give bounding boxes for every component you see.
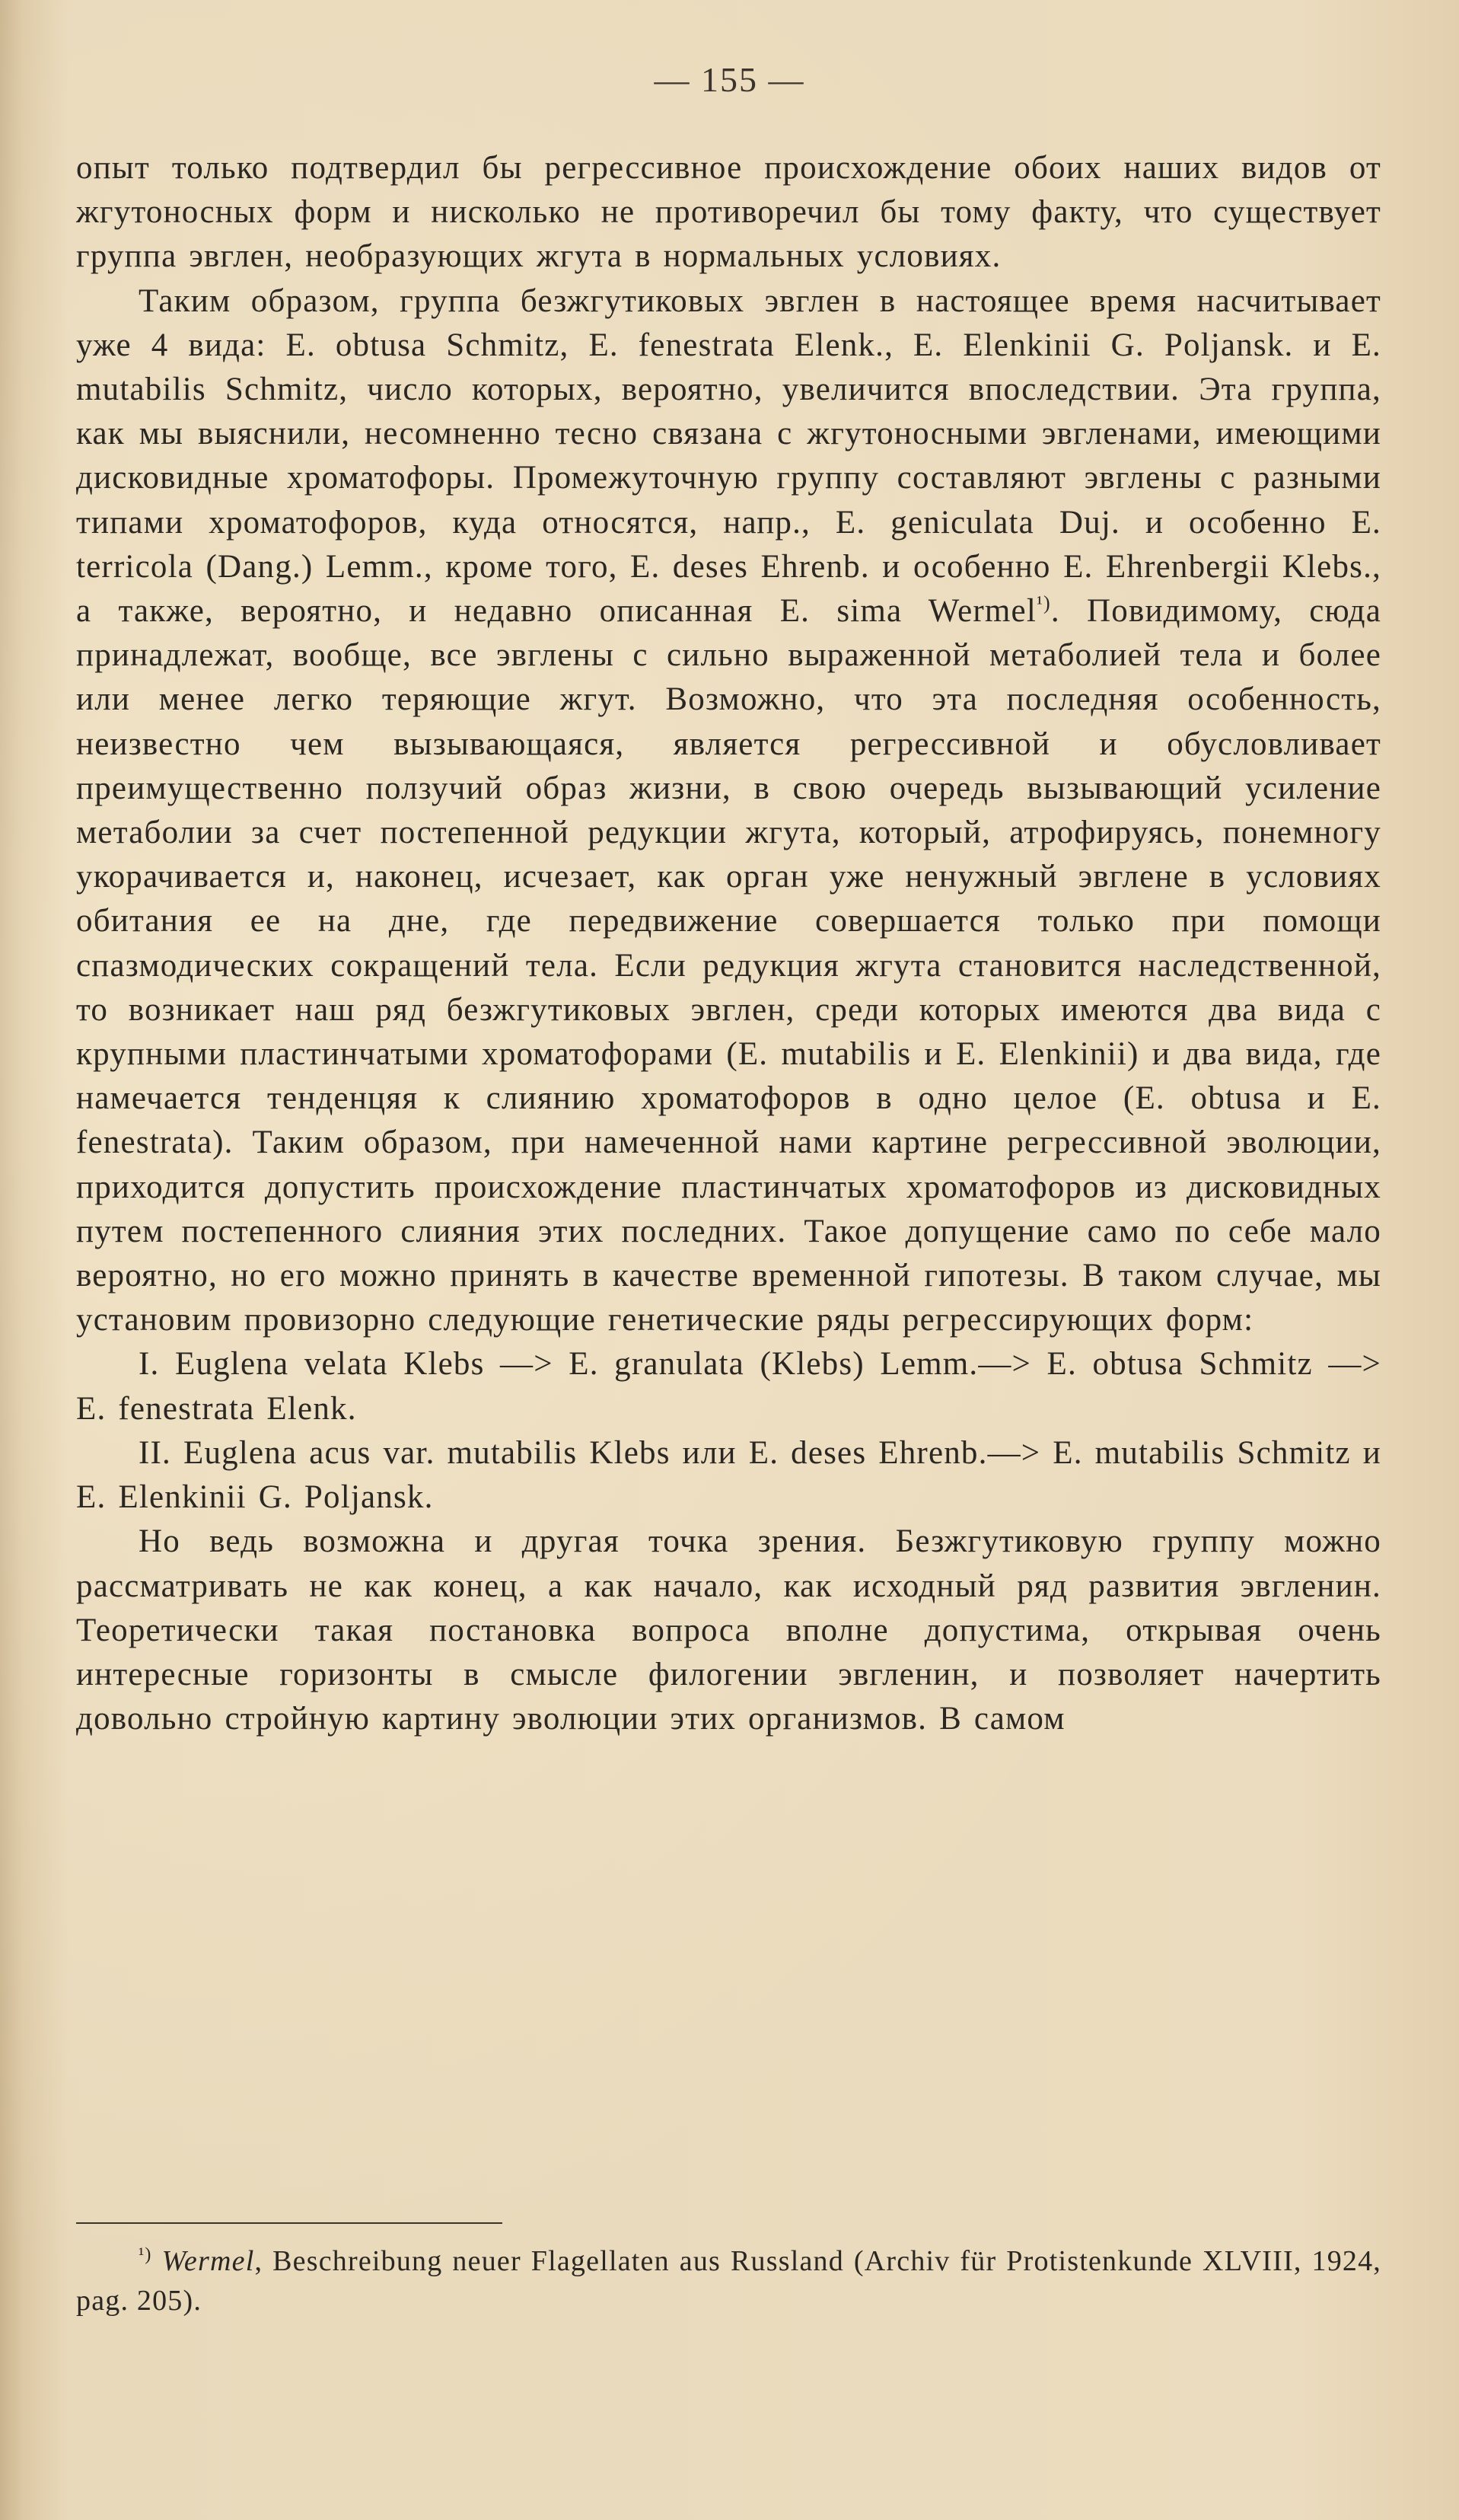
footnote-text: , Beschreibung neuer Flagellaten aus Russland (Archiv für Protistenkunde XLVIII, 1924, pag. 205). bbox=[76, 2245, 1381, 2317]
genetic-series-2: II. Euglena acus var. mutabilis Klebs или E. deses Ehrenb.—> E. mutabilis Schmitz и E. Elenkinii G. Poljansk. bbox=[76, 1434, 1381, 1516]
paragraph-1: опыт только подтвердил бы регрессивное происхождение обоих наших видов от жгутоносных форм и нисколько не противоречил бы тому факту, что существует группа эвглен, необразующих жгута в нормальных условиях. bbox=[76, 150, 1381, 275]
main-text bbox=[76, 146, 1381, 1741]
footnote-reference[interactable]: ¹) bbox=[1037, 592, 1051, 614]
paragraph-2-text: Таким образом, группа безжгутиковых эвглен в настоящее время насчитывает уже 4 вида: E. obtusa Schmitz, E. fenestrata Elenk., E. Elenkinii G. Poljansk. и E. mutabilis Schmitz, число которых, вероятно, увеличится впоследствии. Эта группа, как мы выяснили, несомненно тесно связана с жгутоносными эвгленами, имеющими дисковидные хроматофоры. Промежуточную группу составляют эвглены с разными типами хроматофоров, куда относятся, напр., E. geniculata Duj. и особенно E. terricola (Dang.) Lemm., кроме того, E. deses Ehrenb. и особенно E. Ehrenbergii Klebs., а также, вероятно, и недавно описанная E. sima Wermel bbox=[76, 282, 1381, 630]
paragraph-2-continuation: . Повидимому, сюда принадлежат, вообще, все эвглены с сильно выраженной метаболией тела и более или менее легко теряющие жгут. Возможно, что эта последняя особенность, неизвестно чем вызывающаяся, является регрессивной и обусловливает преимущественно ползучий образ жизни, в свою очередь вызывающий усиление метаболии за счет постепенной редукции жгута, который, атрофируясь, понемногу укорачивается и, наконец, исчезает, как орган уже ненужный эвглене в условиях обитания ее на дне, где передвижение совершается только при помощи спазмодических сокращений тела. Если редукция жгута становится наследственной, то возникает наш ряд безжгутиковых эвглен, среди которых имеются два вида с крупными пластинчатыми хроматофорами (E. mutabilis и E. Elenkinii) и два вида, где намечается тенденцяя к слиянию хроматофоров в одно целое (E. obtusa и E. fenestrata). Таким образом, при намеченной нами картине регрессивной эволюции, приходится допустить происхождение пластинчатых хроматофоров из дисковидных путем постепенного слияния этих последних. Такое допущение само по себе мало вероятно, но его можно принять в качестве временной гипотезы. В таком случае, мы установим провизорно следующие генетические ряды регрессирующих форм: bbox=[76, 593, 1381, 1338]
footnote bbox=[76, 2241, 1381, 2321]
paragraph-2 bbox=[76, 279, 1381, 1343]
genetic-series-1: I. Euglena velata Klebs —> E. granulata (Klebs) Lemm.—> E. obtusa Schmitz —> E. fenestrata Elenk. bbox=[76, 1346, 1381, 1427]
footnote-divider bbox=[76, 2222, 502, 2224]
paragraph-5: Но ведь возможна и другая точка зрения. Безжгутиковую группу можно рассматривать не как конец, а как начало, как исходный ряд развития эвгленин. Теоретически такая постановка вопроса вполне допустима, открывая очень интересные горизонты в смысле филогении эвгленин, и позволяет начертить довольно стройную картину эволюции этих организмов. В самом bbox=[76, 1523, 1381, 1737]
footnote-author: Wermel bbox=[161, 2245, 255, 2277]
page-number: — 155 — bbox=[654, 60, 805, 99]
footnote-mark: ¹) bbox=[139, 2244, 152, 2265]
